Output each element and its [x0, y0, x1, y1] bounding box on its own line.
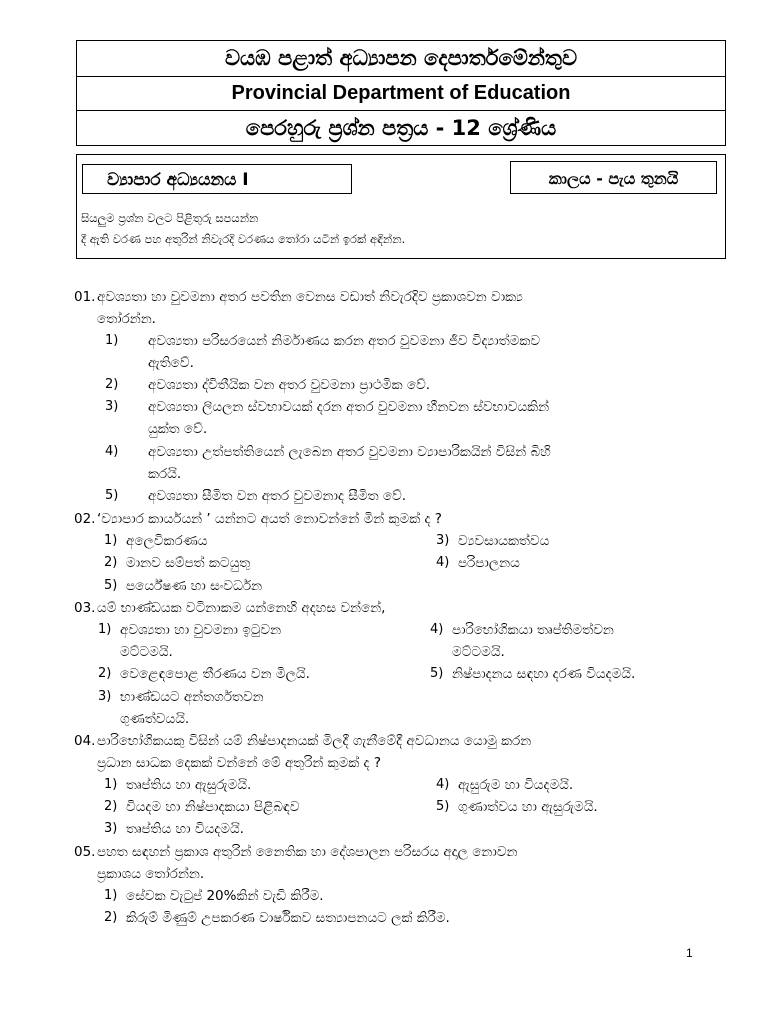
option-text: අවශ්‍යතා පරිසරයෙන් නිර්මාණය කරන අතර වුවමනා ජීව විද්‍යාත්මකව — [148, 333, 541, 349]
option-text: භාණ්ඩයට අන්තර්ගතවන — [120, 689, 264, 705]
option-number: 5) — [105, 488, 119, 503]
option-text: කරයි. — [148, 466, 182, 482]
question-text: යම් භාණ්ඩයක වටිනාකම යන්නෙහි අදහස වන්නේ, — [97, 600, 386, 616]
option-number: 3) — [105, 399, 119, 414]
option-number: 1) — [104, 777, 118, 792]
header-box — [76, 40, 726, 146]
question-number: 01. — [74, 289, 96, 305]
option-text: මානව සම්පත් කටයුතු — [126, 555, 251, 571]
question-number: 05. — [74, 844, 96, 860]
option-text: පර්යේෂණ හා සංවර්ධන — [126, 578, 263, 594]
question-text: අවශ්‍යතා හා වුවමනා අතර පවතින වෙනස වඩාත් නිවැරදිව ප්‍රකාශවන වාක්‍ය — [97, 289, 523, 305]
question-number: 04. — [74, 733, 96, 749]
option-number: 2) — [98, 666, 112, 681]
option-number: 2) — [104, 555, 118, 570]
option-text: ගුණාත්වය හා ඇසුරුමයි. — [458, 799, 598, 815]
org-title-english: Provincial Department of Education — [77, 77, 725, 111]
option-text: ව්‍යවසායකත්වය — [458, 533, 550, 549]
option-number: 1) — [104, 533, 118, 548]
option-text: නිෂ්පාදනය සඳහා දරණ වියදමයි. — [452, 666, 636, 682]
subject-label: ව්‍යාපාර අධ්‍යයනය I — [82, 164, 352, 194]
option-number: 3) — [104, 821, 118, 836]
option-text: අවශ්‍යතා සීමිත වන අතර වුවමනාද සීමිත වේ. — [148, 488, 407, 504]
option-number: 3) — [436, 533, 450, 548]
option-text: සේවක වැටුප් 20%කින් වැඩි කිරීම. — [126, 888, 324, 904]
option-text: අවශ්‍යතා ද්විතීයික වන අතර වුවමනා ප්‍රාථමික වේ. — [148, 377, 431, 393]
info-box — [76, 154, 726, 259]
option-text: අවශ්‍යතා ලියලන ස්වභාවයක් දරන අතර වුවමනා හීනවන ස්වභාවයකින් — [148, 399, 550, 415]
option-number: 3) — [98, 689, 112, 704]
option-number: 4) — [436, 777, 450, 792]
question-text: පහත සඳහන් ප්‍රකාශ අතුරින් නෛතික හා දේශපාලන පරිසරය අදාල නොවන — [97, 844, 518, 860]
option-text: පාරිභෝගිකයා තෘප්තිමත්වන — [452, 622, 614, 638]
time-label: කාලය - පැය තුනයි — [510, 161, 717, 194]
paper-title: පෙරහුරු ප්‍රශ්න පත්‍රය - 12 ශ්‍රේණිය — [245, 116, 557, 140]
option-text: ඇතිවේ. — [148, 355, 194, 371]
question-text: ප්‍රධාන සාධක දෙකක් වන්නේ මේ අතුරින් කුමක් ද ? — [97, 755, 382, 771]
question-number: 03. — [74, 600, 96, 616]
option-text: ඇසුරුම හා වියදමයි. — [458, 777, 574, 793]
question-text: තෝරන්න. — [97, 311, 156, 327]
option-text: ගුණත්වයයි. — [120, 711, 190, 727]
option-number: 1) — [104, 888, 118, 903]
option-number: 2) — [104, 799, 118, 814]
option-text: තෘප්තිය හා ඇසුරුමයි. — [126, 777, 252, 793]
instruction-line-2: දී ඇති වරණ පහ අතුරින් නිවැරදි වරණය තෝරා යටින් ඉරක් අඳින්න. — [81, 232, 406, 246]
option-text: වියදම හා නිෂ්පාදකයා පිළිබඳව — [126, 799, 300, 815]
option-number: 1) — [105, 333, 119, 348]
page-number: 1 — [686, 946, 693, 960]
org-title-sinhala: වයඹ පළාත් අධ්‍යාපන දෙපාර්තමේන්තුව — [77, 41, 725, 77]
option-number: 1) — [98, 622, 112, 637]
option-text: මට්ටමයි. — [120, 644, 173, 660]
option-number: 4) — [436, 555, 450, 570]
option-text: කිරුම් මිණුම් උපකරණ වාර්ෂිකව සත්‍යාපනයට ලක් කිරීම. — [126, 910, 450, 926]
question-text: ‘ව්‍යාපාර කාර්යයන් ’ යන්නට අයත් නොවන්නේ මින් කුමක් ද ? — [97, 511, 442, 527]
option-number: 5) — [430, 666, 444, 681]
option-text: වෙළෙඳපොළ තීරණය වන මිලයි. — [120, 666, 310, 682]
option-number: 2) — [105, 377, 119, 392]
question-text: පාරිභෝගිකයකු විසින් යම් නිෂ්පාදනයක් මිලදී ගැනීමේදී අවධානය යොමු කරන — [97, 733, 532, 749]
question-number: 02. — [74, 511, 96, 527]
option-number: 5) — [104, 578, 118, 593]
option-text: අවශ්‍යතා හා වුවමනා ඉටුවන — [120, 622, 282, 638]
option-number: 5) — [436, 799, 450, 814]
option-number: 4) — [430, 622, 444, 637]
option-text: අවශ්‍යතා උත්පත්තියෙන් ලැබෙන අතර වුවමනා ව්‍යාපාරිකයින් විසින් බිහි — [148, 444, 551, 460]
option-text: පරිපාලනය — [458, 555, 520, 571]
instruction-line-1: සියලුම ප්‍රශ්න වලට පිළිතුරු සපයන්න — [81, 211, 259, 225]
option-number: 2) — [104, 910, 118, 925]
question-text: ප්‍රකාශය තෝරන්න. — [97, 866, 205, 882]
option-text: යුක්ත වේ. — [148, 421, 208, 437]
option-text: අලෙවිකරණය — [126, 533, 208, 549]
option-number: 4) — [105, 444, 119, 459]
option-text: මට්ටමයි. — [452, 644, 505, 660]
option-text: තෘප්තිය හා වියදමයි. — [126, 821, 244, 837]
